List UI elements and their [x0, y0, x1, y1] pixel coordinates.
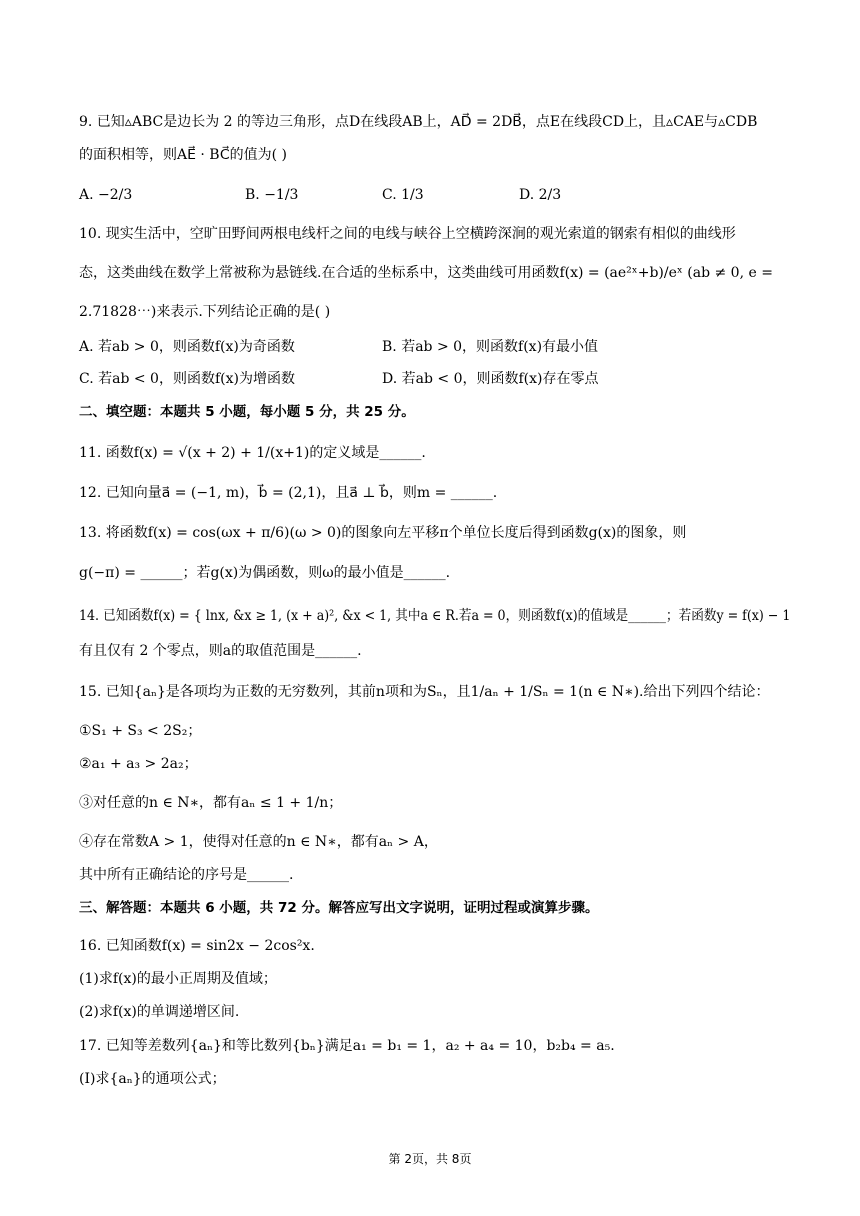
- q16-part-2: (2)求f(x)的单调递增区间.: [79, 1004, 240, 1020]
- q15-conclusion-2: ②a₁ + a₃ > 2a₂；: [79, 756, 198, 772]
- page-footer: 第 2页，共 8页: [388, 1152, 472, 1166]
- q13-line1: 13. 将函数f(x) = cos(ωx + π/6)(ω > 0)的图象向左平移π个单位长度后得到函数g(x)的图象，则: [79, 525, 687, 541]
- q9-line2: 的面积相等，则AE⃗ · BC⃗的值为( ): [79, 147, 288, 163]
- q14-line2: 有且仅有 2 个零点，则a的取值范围是______.: [79, 643, 362, 659]
- q9-option-a: A. −2/3: [79, 187, 133, 203]
- q10-line1: 10. 现实生活中，空旷田野间两根电线杆之间的电线与峡谷上空横跨深涧的观光索道的钢索有相似的曲线形: [79, 226, 736, 242]
- q10-line3: 2.71828⋯)来表示.下列结论正确的是( ): [79, 304, 331, 320]
- q10-option-d: D. 若ab < 0，则函数f(x)存在零点: [382, 371, 599, 387]
- section-fill-in-heading: 二、填空题：本题共 5 小题，每小题 5 分，共 25 分。: [79, 404, 415, 420]
- q16-part-1: (1)求f(x)的最小正周期及值域；: [79, 971, 277, 987]
- q9-line1: 9. 已知▵ABC是边长为 2 的等边三角形，点D在线段AB上，AD⃗ = 2DB⃗，点E在线段CD上，且▵CAE与▵CDB: [79, 114, 758, 130]
- q14-line1: 14. 已知函数f(x) = { lnx, &x ≥ 1, (x + a)², &x < 1, 其中a ∈ R.若a = 0，则函数f(x)的值域是______；若函数y = f(x) − 1: [79, 608, 791, 624]
- q13-line2: g(−π) = ______；若g(x)为偶函数，则ω的最小值是______.: [79, 565, 451, 581]
- q15-line1: 15. 已知{aₙ}是各项均为正数的无穷数列，其前n项和为Sₙ，且1/aₙ + 1/Sₙ = 1(n ∈ N∗).给出下列四个结论：: [79, 684, 770, 700]
- q10-line2: 态，这类曲线在数学上常被称为悬链线.在合适的坐标系中，这类曲线可用函数f(x) = (ae²ˣ+b)/eˣ (ab ≠ 0, e =: [79, 265, 773, 281]
- q9-option-d: D. 2/3: [519, 187, 562, 203]
- q10-option-c: C. 若ab < 0，则函数f(x)为增函数: [79, 371, 295, 387]
- q12: 12. 已知向量a⃗ = (−1, m)，b⃗ = (2,1)，且a⃗ ⊥ b⃗，则m = ______.: [79, 485, 498, 501]
- q16-line1: 16. 已知函数f(x) = sin2x − 2cos²x.: [79, 938, 315, 954]
- q11: 11. 函数f(x) = √(x + 2) + 1/(x+1)的定义域是______.: [79, 445, 426, 461]
- q15-conclusion-4: ④存在常数A > 1，使得对任意的n ∈ N∗，都有aₙ > A，: [79, 834, 438, 850]
- q10-option-a: A. 若ab > 0，则函数f(x)为奇函数: [79, 339, 295, 355]
- q9-option-b: B. −1/3: [245, 187, 299, 203]
- q15-ending: 其中所有正确结论的序号是______.: [79, 867, 294, 883]
- q17-line1: 17. 已知等差数列{aₙ}和等比数列{bₙ}满足a₁ = b₁ = 1，a₂ + a₄ = 10，b₂b₄ = a₅.: [79, 1038, 615, 1054]
- q15-conclusion-1: ①S₁ + S₃ < 2S₂；: [79, 723, 202, 739]
- section-solutions-heading: 三、解答题：本题共 6 小题，共 72 分。解答应写出文字说明，证明过程或演算步骤。: [79, 900, 599, 916]
- q17-part-1: (I)求{aₙ}的通项公式；: [79, 1071, 226, 1087]
- q10-option-b: B. 若ab > 0，则函数f(x)有最小值: [382, 339, 599, 355]
- q15-conclusion-3: ③对任意的n ∈ N∗，都有aₙ ≤ 1 + 1/n；: [79, 795, 343, 811]
- q9-option-c: C. 1/3: [382, 187, 424, 203]
